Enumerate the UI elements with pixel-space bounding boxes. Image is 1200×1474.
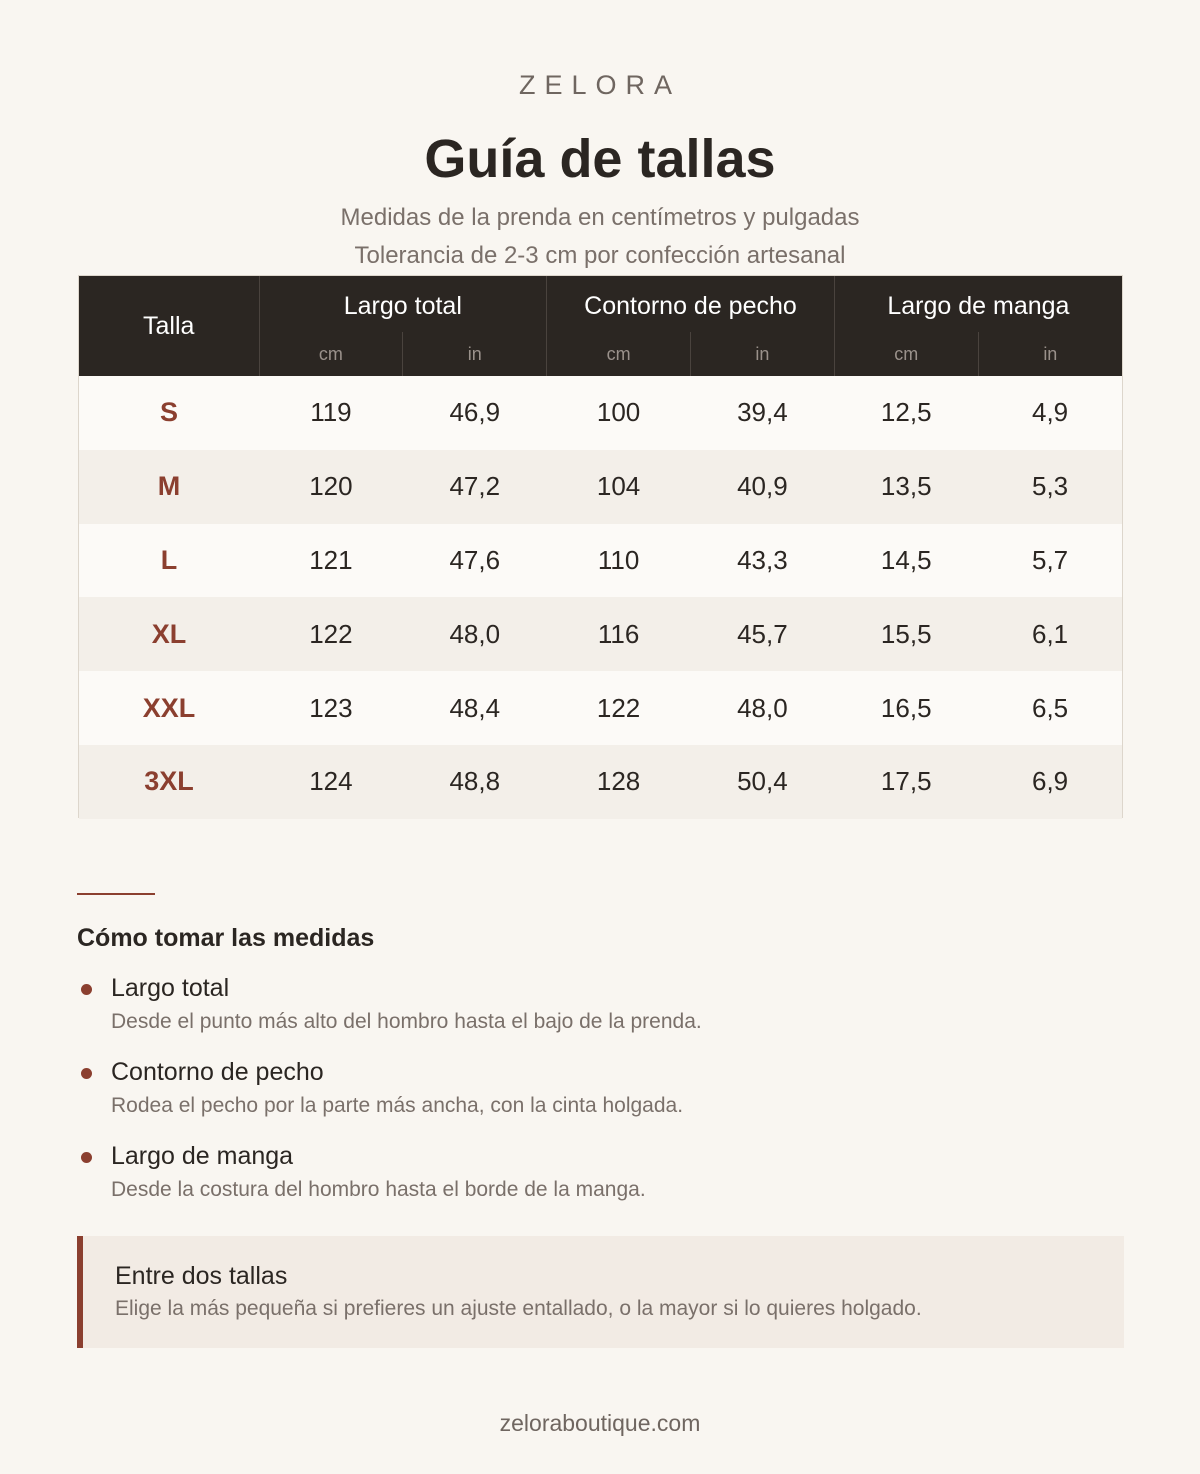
table-cell: 116 bbox=[597, 618, 640, 649]
column-group-sleeve-length: Largo de manga bbox=[887, 291, 1070, 320]
table-cell: 46,9 bbox=[449, 397, 501, 428]
table-cell: 4,9 bbox=[1031, 397, 1069, 428]
bullet-icon bbox=[81, 984, 92, 995]
size-label: 3XL bbox=[144, 766, 194, 797]
table-cell: 12,5 bbox=[880, 397, 932, 428]
tip-title: Contorno de pecho bbox=[111, 1058, 324, 1086]
column-group-chest: Contorno de pecho bbox=[547, 276, 835, 332]
table-row bbox=[79, 376, 1122, 450]
column-header-size: Talla bbox=[79, 276, 259, 376]
table-cell: 5,7 bbox=[1031, 544, 1069, 575]
table-cell: 122 bbox=[309, 618, 353, 649]
tip-description: Desde el punto más alto del hombro hasta el bajo de la prenda. bbox=[111, 1010, 702, 1033]
table-cell: 48,8 bbox=[449, 766, 501, 797]
table-cell: 6,1 bbox=[1031, 618, 1069, 649]
subtitle-units: Medidas de la prenda en centímetros y pulgadas bbox=[340, 204, 860, 231]
table-cell: 40,9 bbox=[737, 471, 788, 502]
section-divider bbox=[77, 893, 155, 895]
table-row bbox=[79, 450, 1122, 524]
unit-header: cm bbox=[547, 332, 691, 376]
size-label: M bbox=[157, 471, 181, 502]
table-cell: 48,4 bbox=[449, 692, 501, 723]
tip-title: Largo total bbox=[111, 974, 230, 1002]
table-cell: 100 bbox=[596, 397, 641, 428]
tip-description: Rodea el pecho por la parte más ancha, con la cinta holgada. bbox=[111, 1094, 684, 1117]
table-cell: 122 bbox=[596, 692, 641, 723]
size-label: XL bbox=[151, 618, 187, 649]
table-cell: 5,3 bbox=[1031, 471, 1069, 502]
table-cell: 123 bbox=[309, 692, 353, 723]
unit-header: cm bbox=[259, 332, 403, 376]
how-to-measure-title: Cómo tomar las medidas bbox=[77, 924, 375, 952]
subtitle-tolerance: Tolerancia de 2-3 cm por confección artesanal bbox=[354, 242, 846, 269]
note-title: Entre dos tallas bbox=[115, 1262, 288, 1290]
unit-header: in bbox=[403, 332, 547, 376]
table-cell: 16,5 bbox=[880, 692, 932, 723]
table-cell: 39,4 bbox=[737, 397, 788, 428]
tip-description: Desde la costura del hombro hasta el borde de la manga. bbox=[111, 1178, 646, 1201]
table-cell: 6,9 bbox=[1031, 766, 1069, 797]
table-cell: 17,5 bbox=[880, 766, 932, 797]
table-row bbox=[79, 671, 1122, 745]
table-cell: 120 bbox=[309, 471, 353, 502]
note-description: Elige la más pequeña si prefieres un ajuste entallado, o la mayor si lo quieres holgado. bbox=[115, 1297, 922, 1320]
table-cell: 47,6 bbox=[449, 544, 501, 575]
size-label: L bbox=[160, 544, 178, 575]
between-sizes-note bbox=[77, 1236, 1124, 1348]
page-title: Guía de tallas bbox=[424, 129, 776, 189]
table-cell: 14,5 bbox=[880, 544, 932, 575]
unit-header: in bbox=[1043, 343, 1058, 364]
table-cell: 121 bbox=[309, 544, 353, 575]
brand-name: ZELORA bbox=[518, 70, 682, 100]
footer-website: zeloraboutique.com bbox=[499, 1410, 701, 1436]
table-cell: 47,2 bbox=[449, 471, 501, 502]
table-cell: 48,0 bbox=[449, 618, 501, 649]
table-cell: 45,7 bbox=[737, 618, 788, 649]
size-label: XXL bbox=[142, 692, 196, 723]
table-cell: 110 bbox=[597, 544, 640, 575]
table-cell: 15,5 bbox=[880, 618, 932, 649]
unit-header: cm bbox=[834, 332, 978, 376]
unit-header: in bbox=[690, 332, 834, 376]
column-group-total-length: Largo total bbox=[259, 276, 547, 332]
table-row bbox=[79, 745, 1122, 819]
table-cell: 43,3 bbox=[737, 544, 788, 575]
table-cell: 104 bbox=[596, 471, 641, 502]
size-label: S bbox=[159, 397, 178, 428]
table-cell: 6,5 bbox=[1031, 692, 1069, 723]
table-cell: 124 bbox=[309, 766, 353, 797]
table-cell: 50,4 bbox=[737, 766, 788, 797]
table-cell: 119 bbox=[310, 397, 352, 428]
table-row bbox=[79, 597, 1122, 671]
table-cell: 13,5 bbox=[880, 471, 932, 502]
table-cell: 128 bbox=[596, 766, 641, 797]
table-cell: 48,0 bbox=[737, 692, 788, 723]
size-table bbox=[78, 275, 1123, 818]
bullet-icon bbox=[81, 1068, 92, 1079]
table-row bbox=[79, 524, 1122, 598]
tip-title: Largo de manga bbox=[111, 1142, 294, 1170]
bullet-icon bbox=[81, 1152, 92, 1163]
